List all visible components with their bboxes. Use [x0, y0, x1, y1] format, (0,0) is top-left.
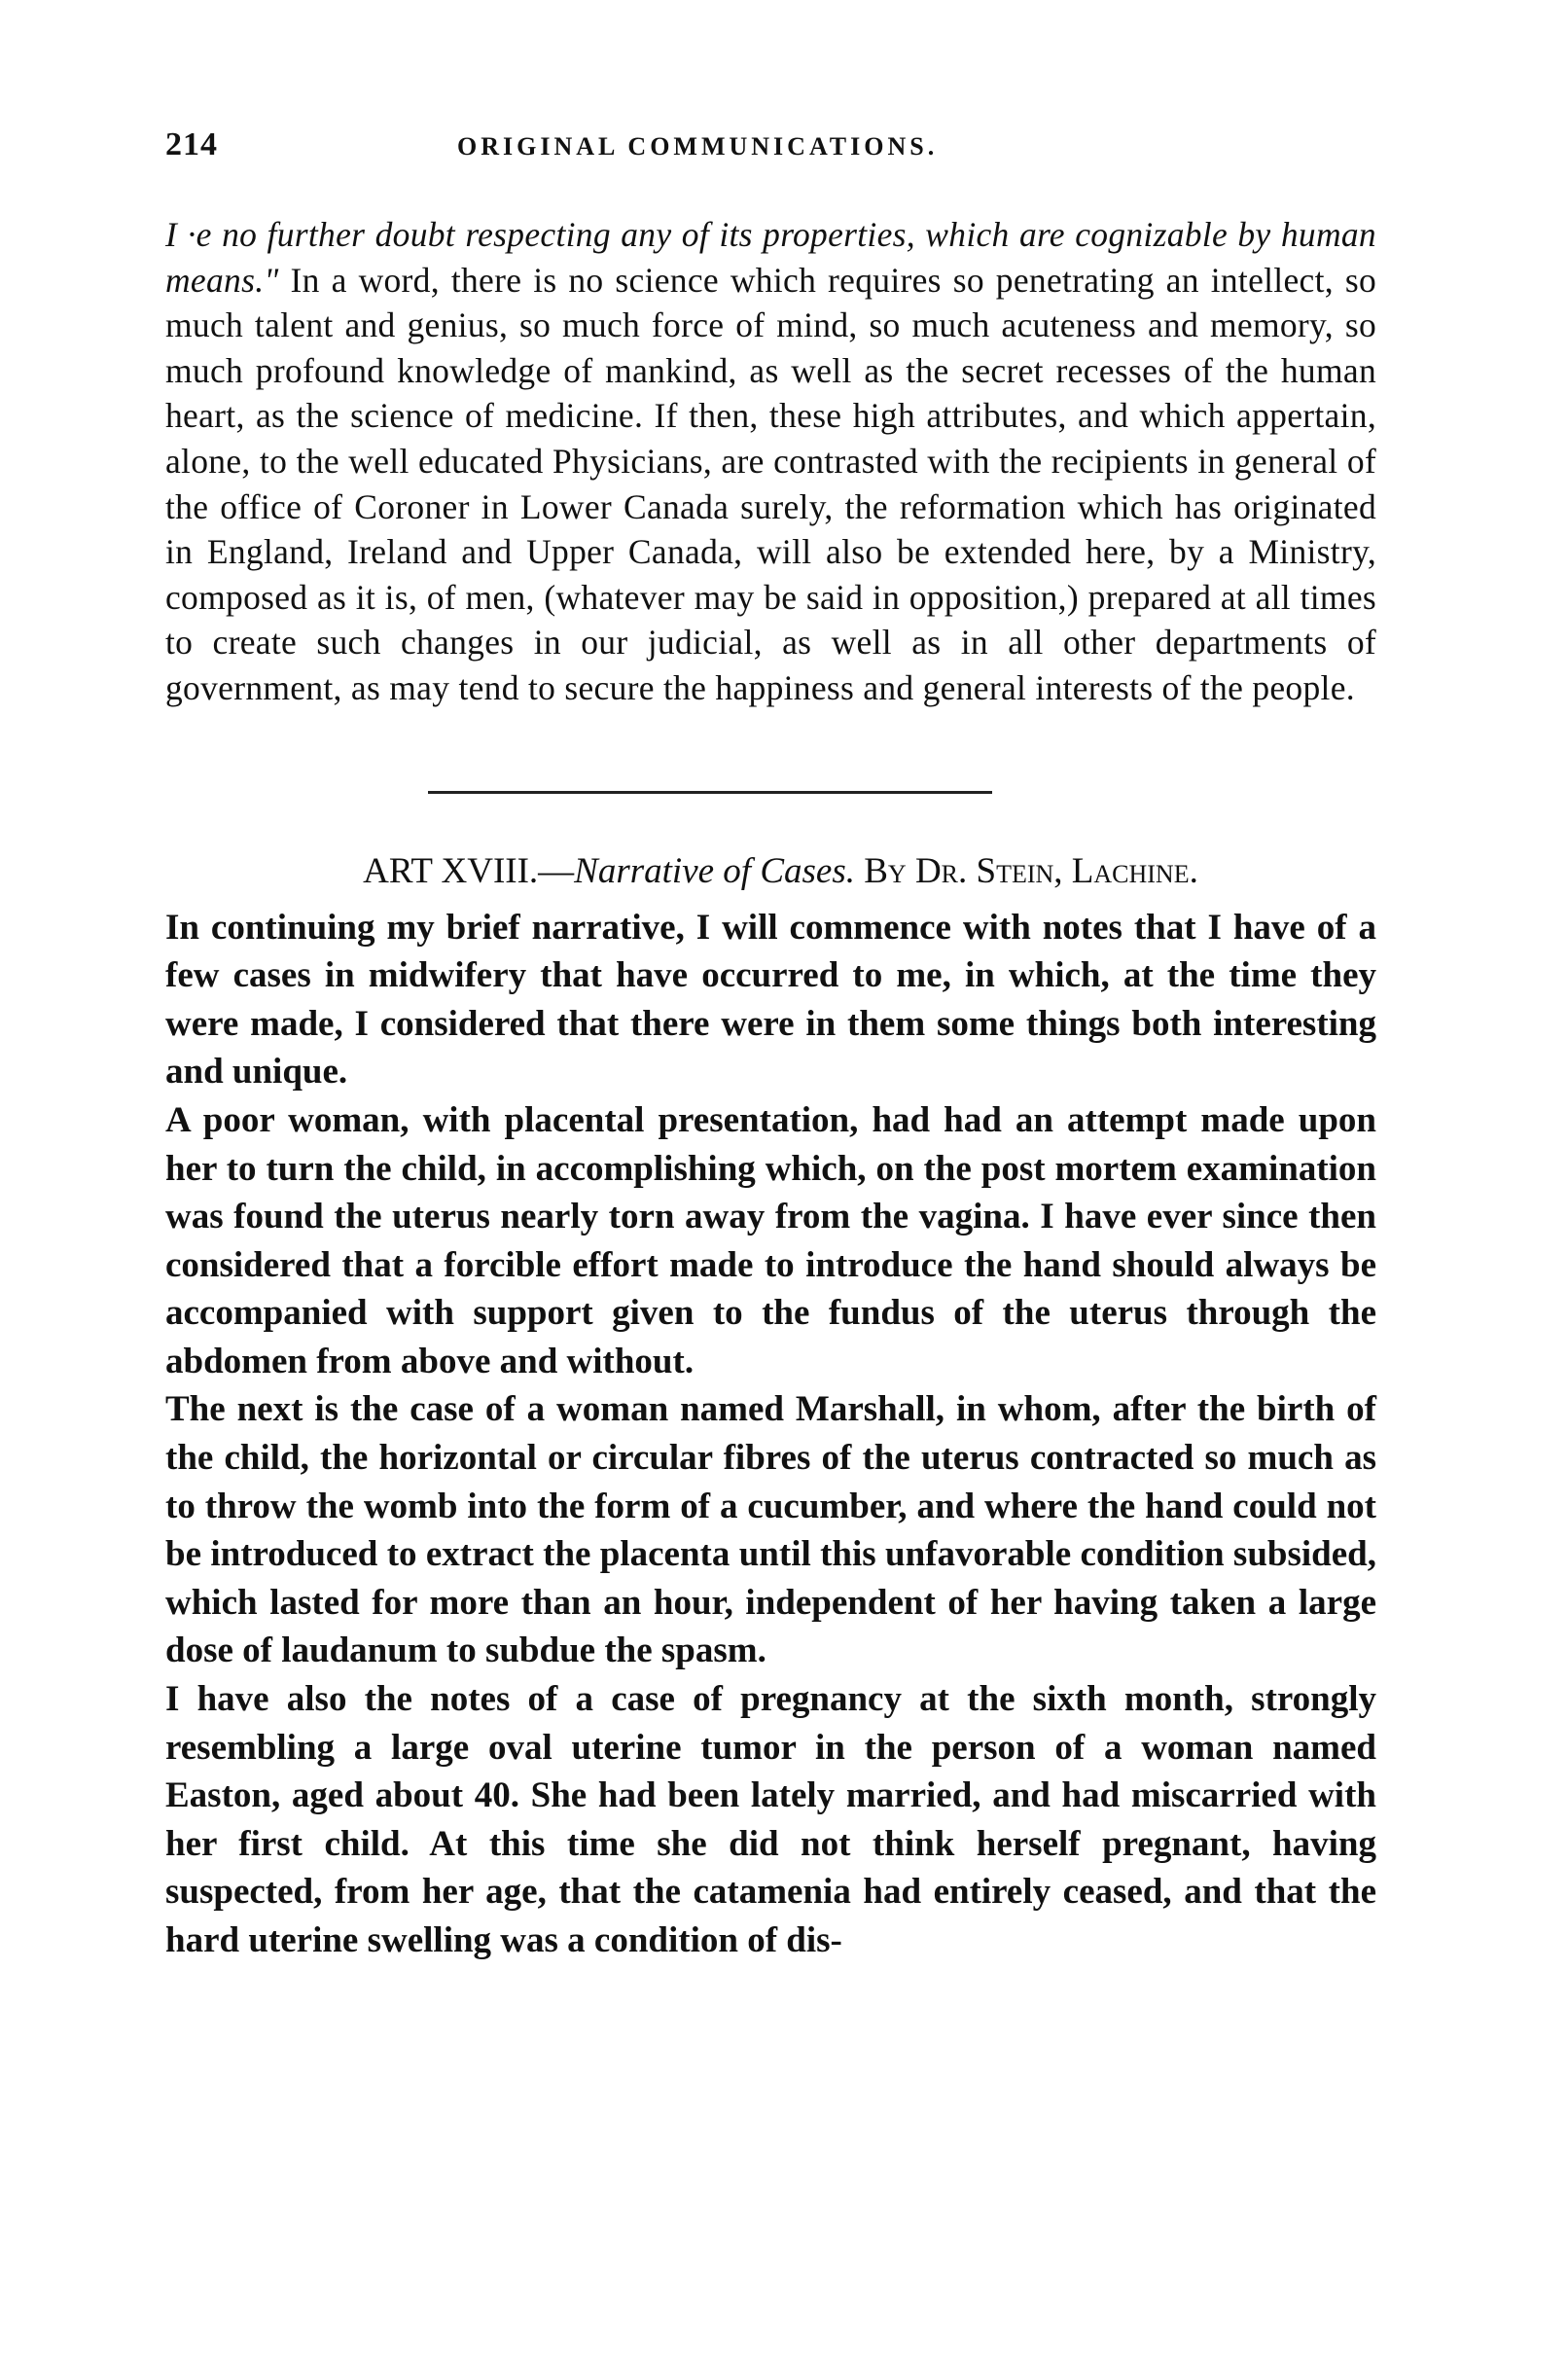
- previous-article-italic-lead: I ·e no further doubt respecting any of its properties, which are cognizable by human means.": [165, 215, 1376, 300]
- article-number: ART XVIII.—: [363, 850, 575, 891]
- page-number: 214: [165, 126, 218, 162]
- article-paragraph: A poor woman, with placental presentation, had had an attempt made upon her to turn the child, in accomplishing which, on the post mortem examination was found the uterus nearly torn away from the vagina. I have ever since then considered that a forcible effort made to introduce the hand should always be accompanied with support given to the fundus of the uterus through the abdomen from above and without.: [165, 1099, 1376, 1381]
- article-paragraph: The next is the case of a woman named Marshall, in whom, after the birth of the child, the horizontal or circular fibres of the uterus contracted so much as to throw the womb into the form of a cucumber, and where the hand could not be introduced to extract the placenta until this unfavorable condition subsided, which lasted for more than an hour, independent of her having taken a large dose of laudanum to subdue the spasm.: [165, 1389, 1376, 1671]
- running-title: ORIGINAL COMMUNICATIONS.: [457, 132, 939, 161]
- article-paragraph: In continuing my brief narrative, I will commence with notes that I have of a few cases in midwifery that have occurred to me, in which, at the time they were made, I considered that there were in them some things both interesting and unique.: [165, 907, 1376, 1093]
- previous-article-body: In a word, there is no science which requires so penetrating an intellect, so much talent and genius, so much force of mind, so much acuteness and memory, so much profound knowledge of mankind, as well as the secret recesses of the human heart, as the science of medicine. If then, these high attributes, and which appertain, alone, to the well educated Physicians, are contrasted with the recipients in general of the office of Coroner in Lower Canada surely, the reformation which has originated in England, Ireland and Upper Canada, will also be extended here, by a Ministry, composed as it is, of men, (whatever may be said in opposition,) prepared at all times to create such changes in our judicial, as well as in all other departments of government, as may tend to secure the happiness and general interests of the people.: [165, 260, 1376, 707]
- previous-article-text: [165, 212, 1376, 711]
- running-head: [165, 126, 1376, 185]
- article-heading: [165, 847, 1376, 896]
- article-title: Narrative of Cases.: [574, 850, 855, 891]
- article-body: [165, 904, 1376, 1965]
- book-page: [165, 126, 1376, 2306]
- section-divider: [165, 711, 1376, 847]
- article-paragraph: I have also the notes of a case of pregnancy at the sixth month, strongly resembling a large oval uterine tumor in the person of a woman named Easton, aged about 40. She had been lately married, and had miscarried with her first child. At this time she did not think herself pregnant, having suspected, from her age, that the catamenia had entirely ceased, and that the hard uterine swelling was a condition of dis-: [165, 1679, 1376, 1960]
- article-byline: By Dr. Stein, Lachine.: [864, 850, 1198, 891]
- divider-rule: [428, 791, 992, 794]
